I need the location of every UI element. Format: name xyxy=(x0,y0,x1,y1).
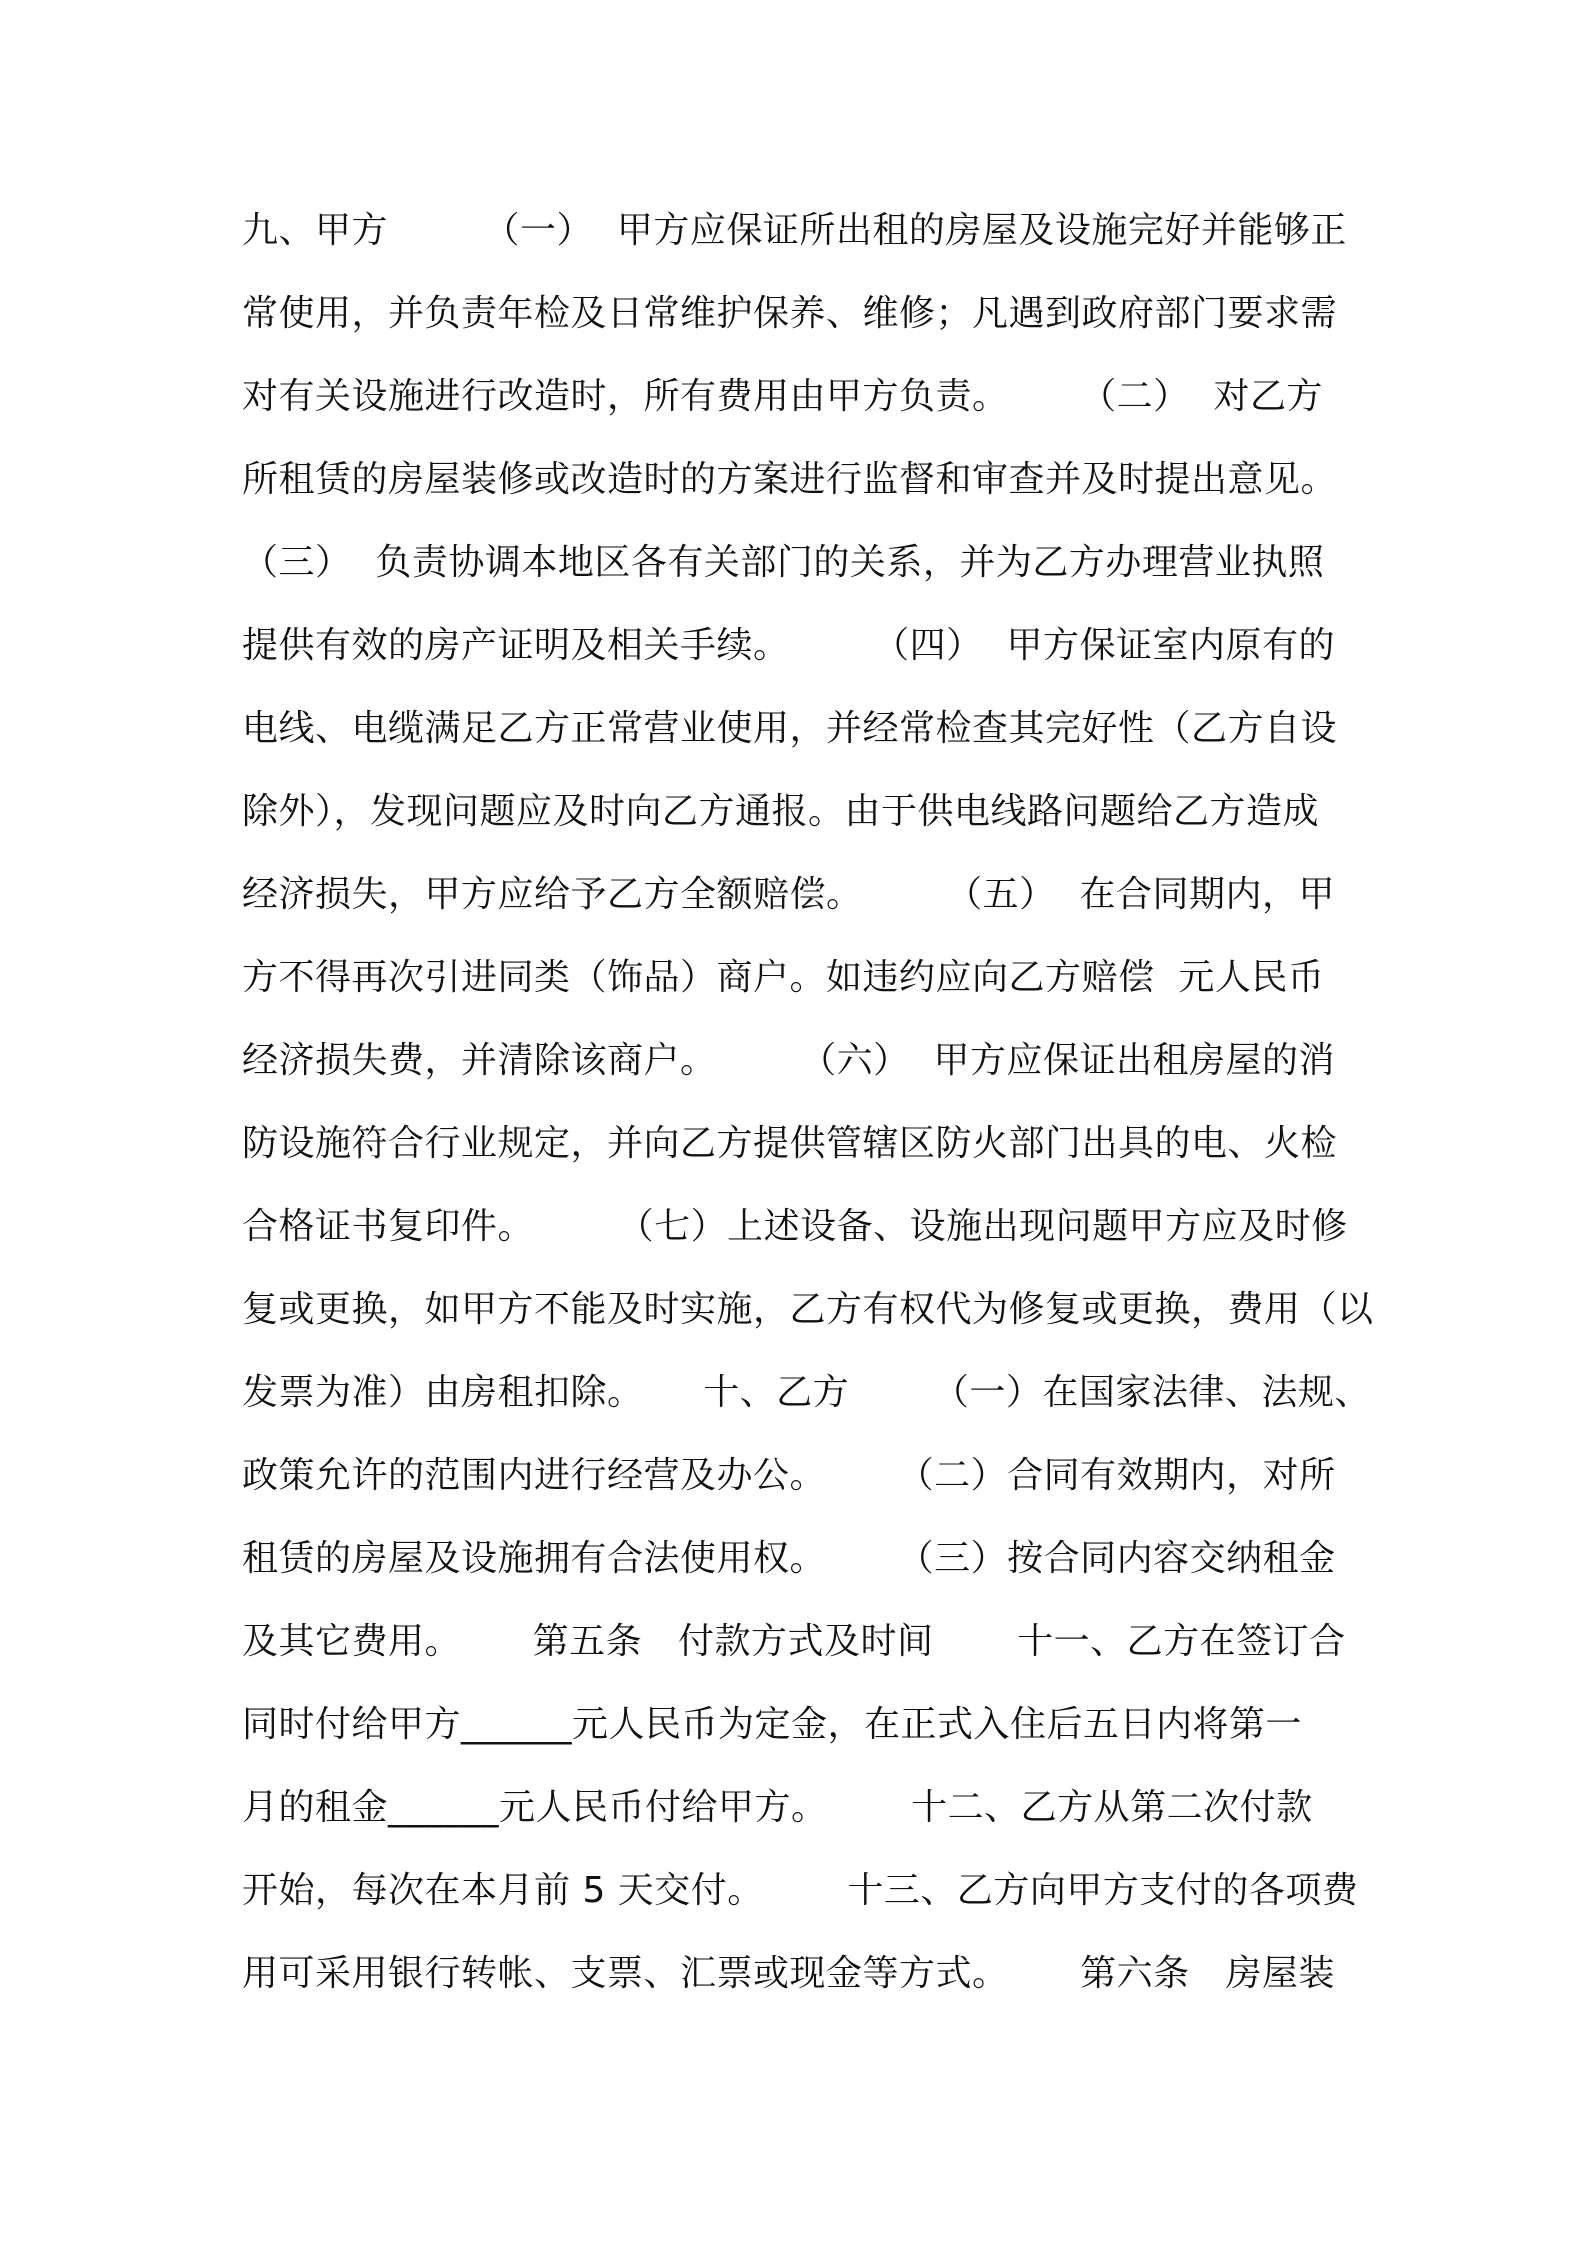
paragraph-line: 开始，每次在本月前 5 天交付。 十三、乙方向甲方支付的各项费 xyxy=(242,1870,1359,1911)
paragraph-line: 电线、电缆满足乙方正常营业使用，并经常检查其完好性（乙方自设 xyxy=(242,708,1338,749)
paragraph-line: 及其它费用。 第五条 付款方式及时间 十一、乙方在签订合 xyxy=(242,1621,1346,1662)
paragraph-line: （三） 负责协调本地区各有关部门的关系，并为乙方办理营业执照 xyxy=(242,542,1325,583)
paragraph-line: 用可采用银行转帐、支票、汇票或现金等方式。 第六条 房屋装 xyxy=(242,1953,1335,1994)
paragraph-line: 租赁的房屋及设施拥有合法使用权。 （三）按合同内容交纳租金 xyxy=(242,1538,1336,1579)
paragraph-line: 提供有效的房产证明及相关手续。 （四） 甲方保证室内原有的 xyxy=(242,625,1335,666)
paragraph-line: 除外），发现问题应及时向乙方通报。由于供电线路问题给乙方造成 xyxy=(242,791,1320,832)
paragraph-line: 九、甲方 （一） 甲方应保证所出租的房屋及设施完好并能够正 xyxy=(242,210,1347,251)
paragraph-line: 合格证书复印件。 （七）上述设备、设施出现问题甲方应及时修 xyxy=(242,1206,1348,1247)
paragraph-line: 月的租金______元人民币付给甲方。 十二、乙方从第二次付款 xyxy=(242,1787,1313,1828)
paragraph-line: 方不得再次引进同类（饰品）商户。如违约应向乙方赔偿 元人民币 xyxy=(242,957,1325,998)
paragraph-line: 同时付给甲方______元人民币为定金，在正式入住后五日内将第一 xyxy=(242,1704,1303,1745)
paragraph-line: 对有关设施进行改造时，所有费用由甲方负责。 （二） 对乙方 xyxy=(242,376,1324,417)
paragraph-line: 经济损失，甲方应给予乙方全额赔偿。 （五） 在合同期内，甲 xyxy=(242,874,1335,915)
paragraph-line: 政策允许的范围内进行经营及办公。 （二）合同有效期内，对所 xyxy=(242,1455,1336,1496)
paragraph-line: 发票为准）由房租扣除。 十、乙方 （一）在国家法律、法规、 xyxy=(242,1372,1371,1413)
paragraph-line: 常使用，并负责年检及日常维护保养、维修；凡遇到政府部门要求需 xyxy=(242,293,1338,334)
paragraph-line: 所租赁的房屋装修或改造时的方案进行监督和审查并及时提出意见。 xyxy=(242,459,1338,500)
paragraph-line: 复或更换，如甲方不能及时实施，乙方有权代为修复或更换，费用（以 xyxy=(242,1289,1374,1330)
paragraph-line: 经济损失费，并清除该商户。 （六） 甲方应保证出租房屋的消 xyxy=(242,1040,1335,1081)
paragraph-line: 防设施符合行业规定，并向乙方提供管辖区防火部门出具的电、火检 xyxy=(242,1123,1338,1164)
